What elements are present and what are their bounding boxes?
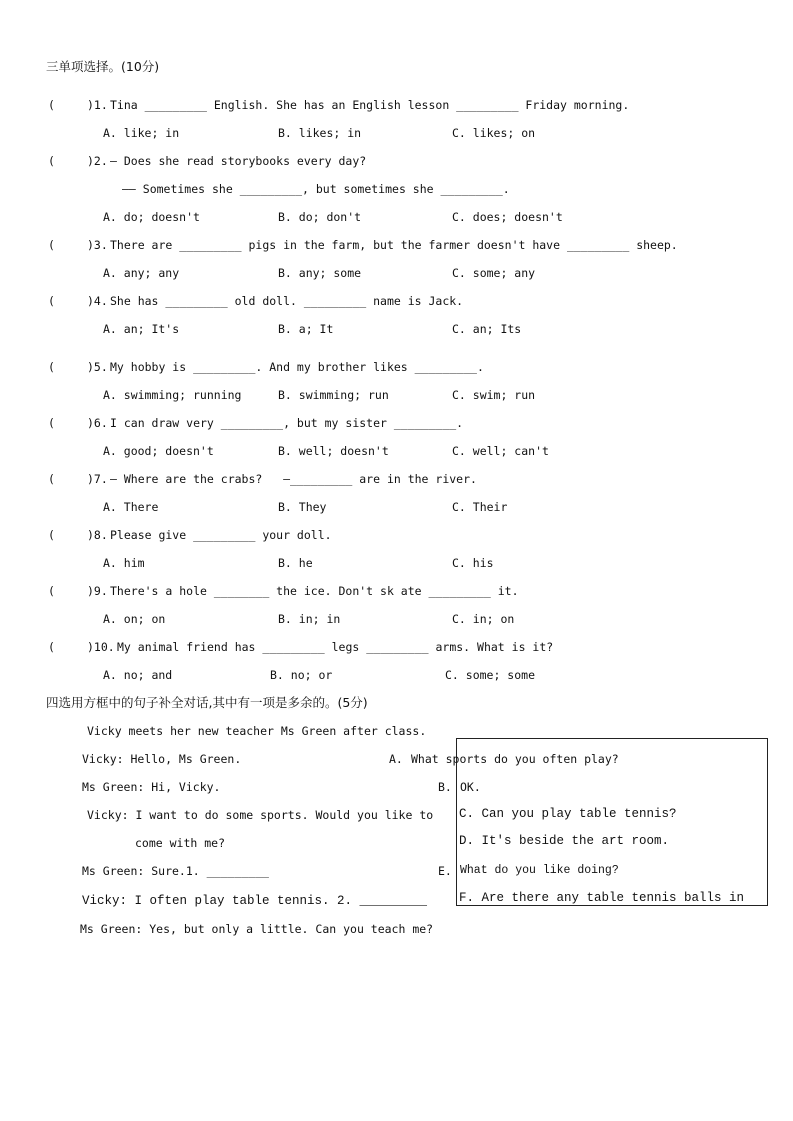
q8-option-c: C. his: [452, 556, 494, 570]
q1-text: Tina _________ English. She has an English lesson _________ Friday morning.: [110, 98, 630, 112]
q4-option-c: C. an; Its: [452, 322, 522, 336]
answer-paren: (: [48, 238, 55, 252]
q10-text: My animal friend has _________ legs _________ arms. What is it?: [117, 640, 554, 654]
dialogue-line-3-cont: come with me?: [135, 836, 226, 850]
q7-text: — Where are the crabs? —_________ are in the river.: [110, 472, 477, 486]
dialogue-line-2: Ms Green: Hi, Vicky.: [82, 780, 221, 794]
dialogue-line-3: Vicky: I want to do some sports. Would you like to: [87, 808, 434, 822]
q10-option-a: A. no; and: [103, 668, 173, 682]
answer-paren: (: [48, 416, 55, 430]
box-option-c: C. Can you play table tennis?: [459, 807, 677, 821]
q3-text: There are _________ pigs in the farm, but the farmer doesn't have _________ sheep.: [110, 238, 678, 252]
q3-option-c: C. some; any: [452, 266, 536, 280]
q2-option-a: A. do; doesn't: [103, 210, 200, 224]
q5-option-c: C. swim; run: [452, 388, 536, 402]
q5-text: My hobby is _________. And my brother likes _________.: [110, 360, 484, 374]
answer-paren: (: [48, 584, 55, 598]
q4-option-a: A. an; It's: [103, 322, 180, 336]
dialogue-intro: Vicky meets her new teacher Ms Green after class.: [87, 724, 427, 738]
q8-number: )8.: [87, 528, 108, 542]
box-option-f: F. Are there any table tennis balls in: [459, 891, 745, 905]
dialogue-line-4: Ms Green: Sure.1. _________: [82, 864, 269, 878]
answer-paren: (: [48, 98, 55, 112]
q10-option-b: B. no; or: [270, 668, 333, 682]
dialogue-line-6: Ms Green: Yes, but only a little. Can you teach me?: [80, 922, 434, 936]
answer-paren: (: [48, 294, 55, 308]
q8-text: Please give _________ your doll.: [110, 528, 332, 542]
q4-text: She has _________ old doll. _________ name is Jack.: [110, 294, 464, 308]
answer-paren: (: [48, 640, 55, 654]
q4-option-b: B. a; It: [278, 322, 334, 336]
q8-option-a: A. him: [103, 556, 145, 570]
q7-option-a: A. There: [103, 500, 159, 514]
q7-number: )7.: [87, 472, 108, 486]
box-option-a-text: What sports do you often play?: [411, 752, 619, 766]
box-option-b-text: OK.: [460, 780, 481, 794]
section3-heading: 三单项选择。(10分): [46, 59, 160, 74]
q1-number: )1.: [87, 98, 108, 112]
q9-number: )9.: [87, 584, 108, 598]
q1-option-b: B. likes; in: [278, 126, 362, 140]
q8-option-b: B. he: [278, 556, 313, 570]
q6-number: )6.: [87, 416, 108, 430]
box-option-d: D. It's beside the art room.: [459, 834, 670, 848]
q10-number: )10.: [87, 640, 115, 654]
q1-option-a: A. like; in: [103, 126, 180, 140]
box-option-e-letter: E.: [438, 864, 452, 878]
q7-option-b: B. They: [278, 500, 327, 514]
q9-option-c: C. in; on: [452, 612, 515, 626]
q2-text: — Does she read storybooks every day?: [110, 154, 367, 168]
answer-paren: (: [48, 472, 55, 486]
q5-option-a: A. swimming; running: [103, 388, 242, 402]
dialogue-line-1: Vicky: Hello, Ms Green.: [82, 752, 242, 766]
answer-paren: (: [48, 360, 55, 374]
q5-number: )5.: [87, 360, 108, 374]
dialogue-line-5: Vicky: I often play table tennis. 2. _________: [82, 894, 428, 908]
q7-option-c: C. Their: [452, 500, 508, 514]
q6-text: I can draw very _________, but my sister _________.: [110, 416, 464, 430]
q2-number: )2.: [87, 154, 108, 168]
box-option-b-letter: B.: [438, 780, 452, 794]
q3-option-b: B. any; some: [278, 266, 362, 280]
q5-option-b: B. swimming; run: [278, 388, 389, 402]
q6-option-a: A. good; doesn't: [103, 444, 214, 458]
q3-option-a: A. any; any: [103, 266, 180, 280]
box-option-a-letter: A.: [389, 752, 403, 766]
q9-option-a: A. on; on: [103, 612, 166, 626]
q3-number: )3.: [87, 238, 108, 252]
q6-option-b: B. well; doesn't: [278, 444, 389, 458]
q2-option-b: B. do; don't: [278, 210, 362, 224]
q2-option-c: C. does; doesn't: [452, 210, 563, 224]
q9-text: There's a hole ________ the ice. Don't sk ate _________ it.: [110, 584, 519, 598]
q2-text-line2: —— Sometimes she _________, but sometimes she _________.: [122, 182, 510, 196]
q10-option-c: C. some; some: [445, 668, 536, 682]
answer-paren: (: [48, 528, 55, 542]
section4-heading: 四选用方框中的句子补全对话,其中有一项是多余的。(5分): [46, 695, 368, 710]
q1-option-c: C. likes; on: [452, 126, 536, 140]
box-option-e-text: What do you like doing?: [460, 864, 619, 877]
q4-number: )4.: [87, 294, 108, 308]
q9-option-b: B. in; in: [278, 612, 341, 626]
q6-option-c: C. well; can't: [452, 444, 549, 458]
answer-paren: (: [48, 154, 55, 168]
